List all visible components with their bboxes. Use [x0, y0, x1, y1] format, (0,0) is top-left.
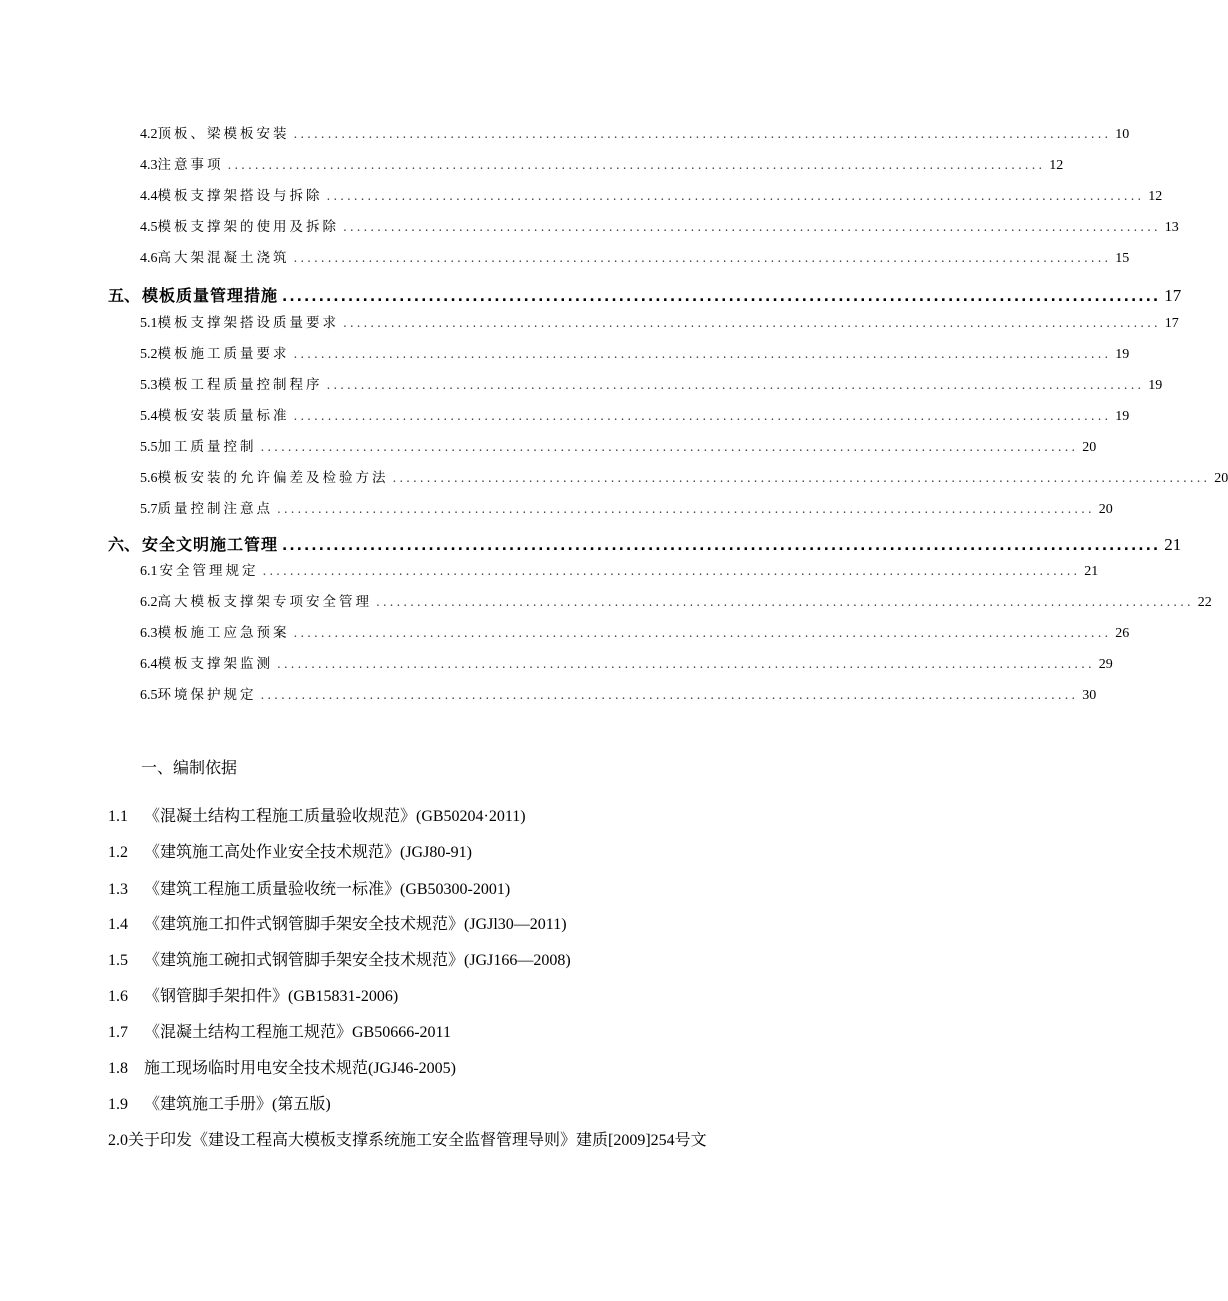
toc-leader-dots: ........................................................................................................................ [282, 289, 1161, 305]
toc-leader-dots: ........................................................................................................................ [392, 471, 1211, 485]
toc-chapter-entry[interactable] [108, 283, 1182, 306]
reference-text: 施工现场临时用电安全技术规范(JGJ46-2005) [144, 1060, 456, 1077]
toc-entry-page: 12 [1148, 189, 1163, 204]
reference-text: 《建筑工程施工质量验收统一标准》(GB50300-2001) [144, 881, 511, 898]
toc-entry-title: 模板支撑架监测 [157, 656, 273, 672]
reference-text: 《钢管脚手架扣件》(GB15831-2006) [144, 988, 399, 1005]
toc-entry-number: 6.4 [140, 657, 158, 672]
toc-entry-title: 模板支撑架的使用及拆除 [157, 219, 339, 235]
reference-number: 1.3 [108, 881, 128, 898]
reference-item [108, 876, 510, 899]
reference-item [108, 1127, 707, 1150]
reference-text: 《建筑施工手册》(第五版) [144, 1096, 331, 1113]
toc-entry-title: 模板施工质量要求 [157, 346, 290, 362]
toc-entry-page: 17 [1164, 316, 1179, 331]
toc-chapter-page: 21 [1164, 535, 1182, 554]
toc-entry-title: 质量控制注意点 [157, 501, 273, 517]
toc-entry[interactable] [140, 342, 1130, 363]
toc-entry-title: 模板施工应急预案 [157, 625, 290, 641]
toc-leader-dots: ........................................................................................................................ [343, 316, 1161, 330]
toc-entry-number: 5.7 [140, 502, 158, 517]
reference-number: 1.1 [108, 808, 128, 825]
toc-entry-page: 20 [1098, 502, 1113, 517]
toc-entry-number: 6.5 [140, 688, 158, 703]
toc-entry-page: 20 [1214, 471, 1228, 486]
toc-entry-page: 26 [1115, 626, 1130, 641]
toc-entry-title: 模板安装质量标准 [157, 408, 290, 424]
reference-item [108, 1091, 331, 1114]
toc-entry-page: 29 [1098, 657, 1113, 672]
toc-leader-dots: ........................................................................................................................ [293, 626, 1112, 640]
toc-entry[interactable] [140, 246, 1130, 267]
toc-entry-number: 5.6 [140, 471, 158, 486]
toc-leader-dots: ........................................................................................................................ [326, 189, 1145, 203]
toc-leader-dots: ........................................................................................................................ [326, 378, 1145, 392]
toc-entry-number: 5.2 [140, 347, 158, 362]
reference-number: 1.4 [108, 916, 128, 933]
reference-text: 《建筑施工扣件式钢管脚手架安全技术规范》(JGJl30—2011) [144, 916, 567, 933]
reference-text: 《建筑施工碗扣式钢管脚手架安全技术规范》(JGJ166—2008) [144, 952, 571, 969]
toc-entry[interactable] [140, 621, 1130, 642]
toc-entry-number: 5.3 [140, 378, 158, 393]
toc-leader-dots: ........................................................................................................................ [260, 688, 1079, 702]
reference-number: 1.2 [108, 844, 128, 861]
toc-leader-dots: ........................................................................................................................ [277, 657, 1095, 671]
toc-entry[interactable] [140, 683, 1097, 704]
reference-item [108, 803, 526, 826]
toc-chapter-number: 六、 [108, 535, 141, 554]
reference-number: 1.8 [108, 1060, 128, 1077]
toc-entry-title: 高大模板支撑架专项安全管理 [157, 594, 372, 610]
reference-number: 1.6 [108, 988, 128, 1005]
toc-entry-title: 高大架混凝土浇筑 [157, 250, 290, 266]
toc-entry-page: 12 [1049, 158, 1064, 173]
section-heading: 一、编制依据 [141, 758, 238, 777]
toc-entry-page: 15 [1115, 251, 1130, 266]
reference-item [108, 1055, 456, 1078]
toc-entry-title: 顶板、梁模板安装 [157, 126, 290, 142]
toc-entry-number: 4.6 [140, 251, 158, 266]
toc-entry-number: 5.5 [140, 440, 158, 455]
toc-entry[interactable] [140, 122, 1130, 143]
toc-entry[interactable] [140, 373, 1163, 394]
toc-entry-title: 注意事项 [157, 157, 224, 173]
toc-entry[interactable] [140, 404, 1130, 425]
toc-entry-number: 5.4 [140, 409, 158, 424]
toc-entry-page: 19 [1148, 378, 1163, 393]
toc-entry-number: 4.2 [140, 127, 158, 142]
toc-leader-dots: ........................................................................................................................ [282, 538, 1161, 554]
reference-item [108, 839, 472, 862]
toc-entry-page: 30 [1082, 688, 1097, 703]
toc-entry-number: 6.1 [140, 564, 158, 579]
reference-text: 《混凝土结构工程施工质量验收规范》(GB50204·2011) [144, 808, 526, 825]
toc-entry-number: 4.3 [140, 158, 158, 173]
toc-entry-page: 13 [1164, 220, 1179, 235]
reference-text: 《混凝土结构工程施工规范》GB50666-2011 [144, 1024, 451, 1041]
toc-leader-dots: ........................................................................................................................ [293, 409, 1112, 423]
toc-entry-title: 模板工程质量控制程序 [157, 377, 323, 393]
reference-number: 1.7 [108, 1024, 128, 1041]
toc-entry-page: 21 [1084, 564, 1099, 579]
toc-chapter-page: 17 [1164, 286, 1182, 305]
toc-entry[interactable] [140, 184, 1163, 205]
toc-entry-title: 模板支撑架搭设与拆除 [157, 188, 323, 204]
reference-text: 关于印发《建设工程高大模板支撑系统施工安全监督管理导则》建质[2009]254号文 [128, 1132, 707, 1149]
toc-entry-page: 19 [1115, 409, 1130, 424]
toc-entry-page: 19 [1115, 347, 1130, 362]
toc-entry[interactable] [140, 559, 1099, 580]
toc-leader-dots: ........................................................................................................................ [227, 158, 1046, 172]
toc-entry-page: 10 [1115, 127, 1130, 142]
toc-leader-dots: ........................................................................................................................ [277, 502, 1095, 516]
toc-chapter-number: 五、 [108, 286, 141, 305]
toc-entry-page: 20 [1082, 440, 1097, 455]
toc-chapter-title: 安全文明施工管理 [142, 535, 279, 554]
toc-entry[interactable] [140, 652, 1113, 673]
toc-leader-dots: ........................................................................................................................ [376, 595, 1194, 609]
toc-leader-dots: ........................................................................................................................ [343, 220, 1161, 234]
reference-text: 《建筑施工高处作业安全技术规范》(JGJ80-91) [144, 844, 472, 861]
reference-item [108, 947, 571, 970]
toc-entry[interactable] [140, 435, 1097, 456]
reference-item [108, 983, 398, 1006]
toc-entry-title: 模板支撑架搭设质量要求 [157, 315, 339, 331]
toc-entry[interactable] [140, 153, 1064, 174]
toc-entry-number: 4.4 [140, 189, 158, 204]
toc-entry-title: 安全管理规定 [159, 563, 259, 579]
reference-number: 2.0 [108, 1132, 128, 1149]
toc-leader-dots: ........................................................................................................................ [262, 564, 1081, 578]
reference-number: 1.5 [108, 952, 128, 969]
reference-item [108, 911, 567, 934]
toc-leader-dots: ........................................................................................................................ [293, 127, 1112, 141]
toc-entry-number: 6.3 [140, 626, 158, 641]
toc-entry-title: 模板安装的允许偏差及检验方法 [157, 470, 389, 486]
toc-entry-number: 5.1 [140, 316, 158, 331]
reference-number: 1.9 [108, 1096, 128, 1113]
toc-entry-title: 加工质量控制 [157, 439, 257, 455]
toc-chapter-title: 模板质量管理措施 [142, 286, 279, 305]
toc-leader-dots: ........................................................................................................................ [293, 251, 1112, 265]
toc-entry[interactable] [140, 215, 1179, 236]
toc-entry[interactable] [140, 466, 1228, 487]
toc-entry-number: 4.5 [140, 220, 158, 235]
toc-entry[interactable] [140, 311, 1179, 332]
toc-leader-dots: ........................................................................................................................ [260, 440, 1079, 454]
toc-leader-dots: ........................................................................................................................ [293, 347, 1112, 361]
toc-entry[interactable] [140, 497, 1113, 518]
toc-entry-title: 环境保护规定 [157, 687, 257, 703]
toc-entry-number: 6.2 [140, 595, 158, 610]
toc-entry[interactable] [140, 590, 1212, 611]
toc-entry-page: 22 [1197, 595, 1212, 610]
toc-chapter-entry[interactable] [108, 532, 1182, 555]
reference-item [108, 1019, 451, 1042]
